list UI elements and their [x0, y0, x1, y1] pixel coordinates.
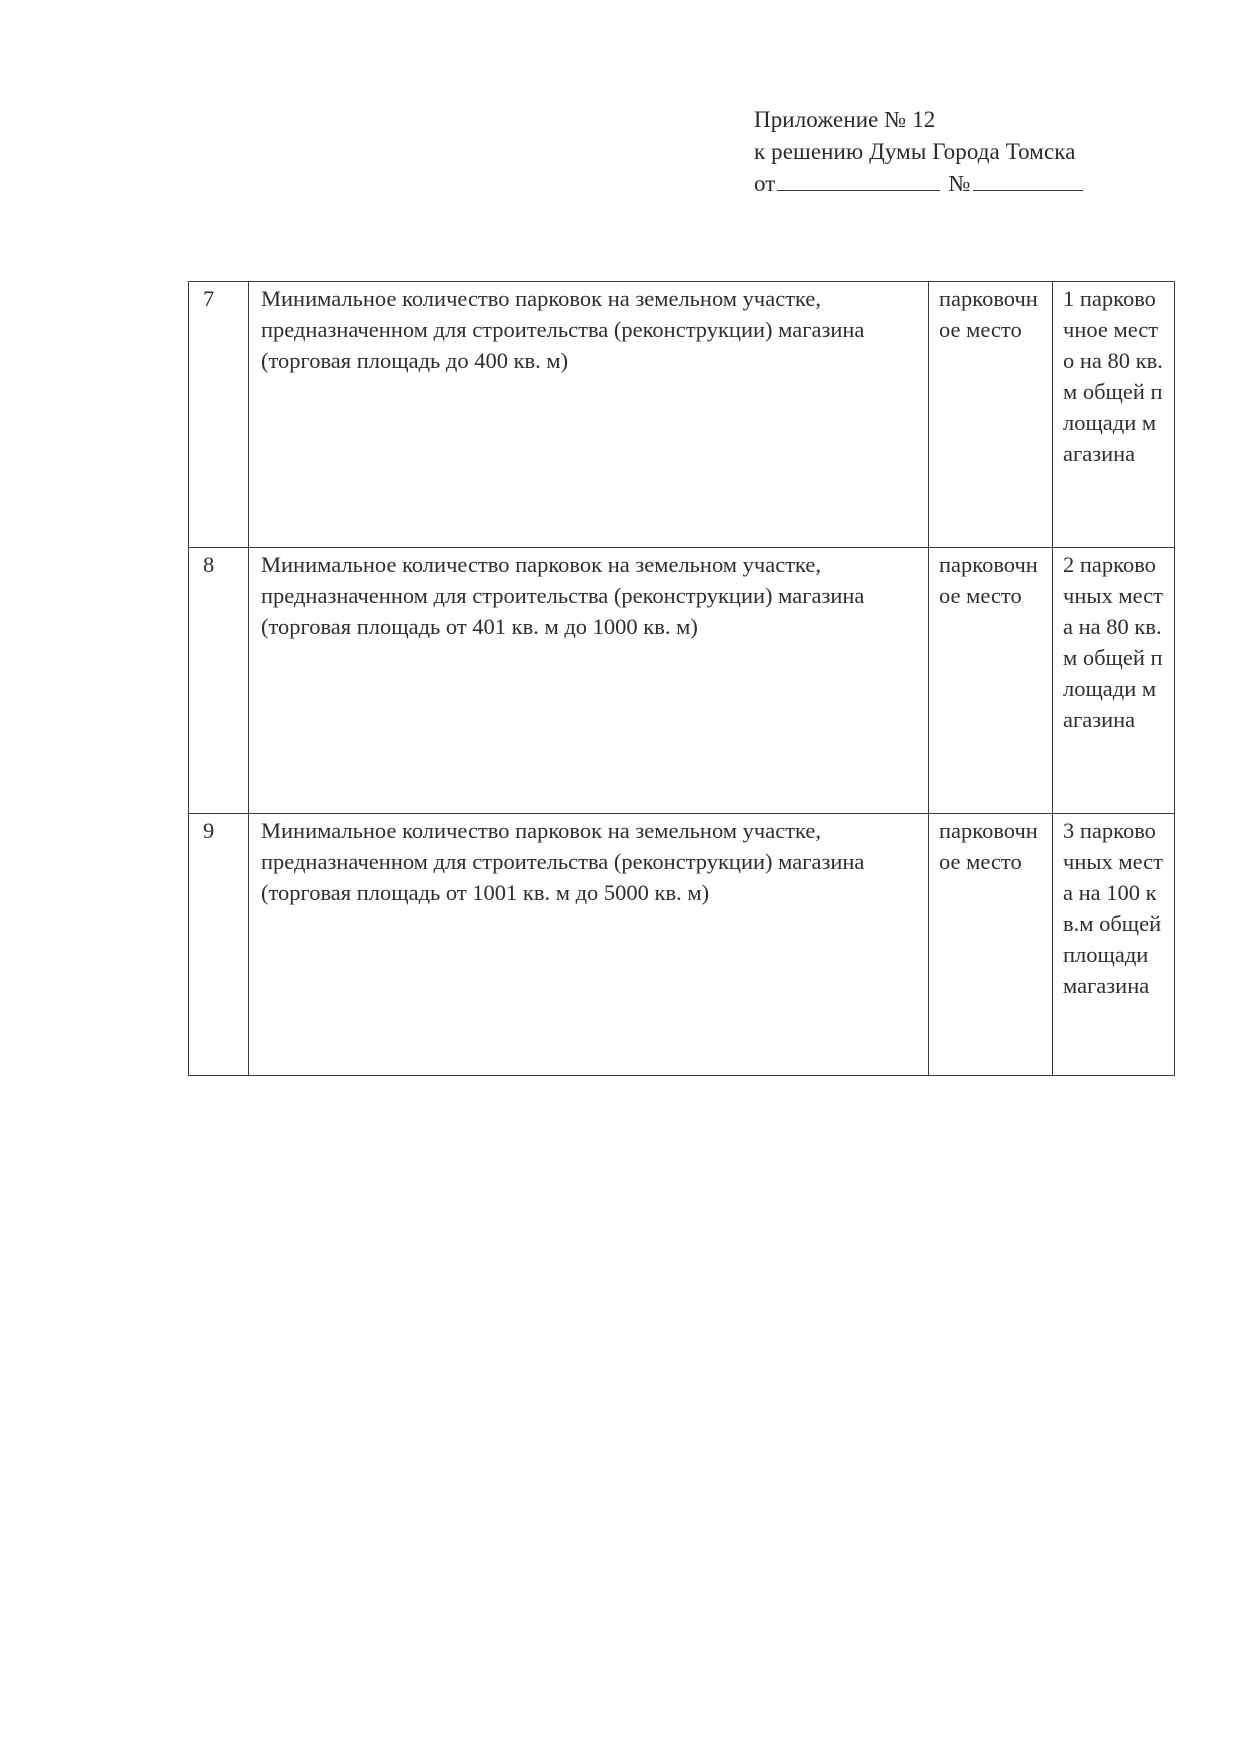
decision-reference: к решению Думы Города Томска [754, 139, 1076, 164]
number-blank [973, 168, 1083, 191]
document-header [754, 104, 1083, 200]
row-unit: парковочное место [929, 282, 1053, 548]
table-row [189, 282, 1175, 548]
date-prefix: от [754, 171, 776, 196]
table-row [189, 548, 1175, 814]
row-value: 2 парковочных места на 80 кв. м общей площади магазина [1053, 548, 1175, 814]
row-value: 3 парковочных места на 100 кв.м общей площади магазина [1053, 814, 1175, 1076]
row-value: 1 парковочное место на 80 кв. м общей площади магазина [1053, 282, 1175, 548]
row-number: 9 [189, 814, 249, 1076]
row-unit: парковочное место [929, 814, 1053, 1076]
row-description: Минимальное количество парковок на земельном участке, предназначенном для строительства (реконструкции) магазина (торговая площадь от 401 кв. м до 1000 кв. м) [249, 548, 929, 814]
number-prefix: № [948, 171, 971, 196]
table-row [189, 814, 1175, 1076]
row-unit: парковочное место [929, 548, 1053, 814]
row-number: 8 [189, 548, 249, 814]
date-number-line [754, 168, 1083, 200]
appendix-title: Приложение № 12 [754, 107, 936, 132]
row-description: Минимальное количество парковок на земельном участке, предназначенном для строительства (реконструкции) магазина (торговая площадь от 1001 кв. м до 5000 кв. м) [249, 814, 929, 1076]
date-blank [777, 168, 940, 191]
row-number: 7 [189, 282, 249, 548]
parking-norms-table [188, 281, 1175, 1076]
row-description: Минимальное количество парковок на земельном участке, предназначенном для строительства (реконструкции) магазина (торговая площадь до 400 кв. м) [249, 282, 929, 548]
